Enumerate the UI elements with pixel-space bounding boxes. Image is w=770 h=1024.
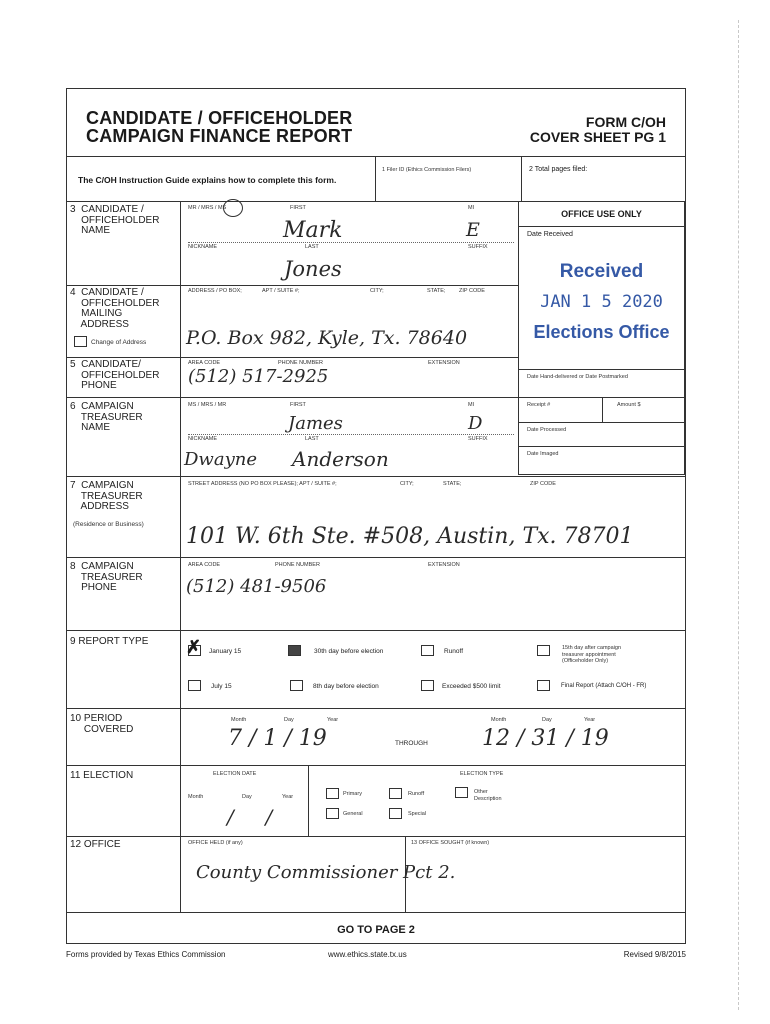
january-15-label: January 15 — [209, 648, 242, 655]
month-label: Month — [231, 717, 247, 723]
office-held-label: OFFICE HELD (if any) — [188, 840, 243, 846]
general-checkbox[interactable] — [326, 808, 339, 819]
election-section-label: 11 ELECTION — [70, 770, 134, 781]
day-label: Day — [284, 717, 294, 723]
date-imaged-label: Date Imaged — [527, 451, 559, 457]
rule — [308, 765, 309, 836]
rule — [66, 557, 686, 558]
label-column-rule — [180, 201, 181, 912]
30th-day-checkbox-scribbled[interactable] — [288, 645, 301, 656]
mailing-address-section-label: 4 CANDIDATE / OFFICEHOLDER MAILING ADDRESS — [70, 287, 160, 330]
amount-label: Amount $ — [617, 402, 641, 408]
through-label: THROUGH — [395, 740, 428, 747]
candidate-phone: (512) 517-2925 — [188, 366, 329, 387]
treasurer-name-section-label: 6 CAMPAIGN TREASURER NAME — [70, 401, 143, 433]
city-label: CITY; — [400, 481, 414, 487]
receipt-label: Receipt # — [527, 402, 551, 408]
rule — [66, 708, 686, 709]
go-to-page-2: GO TO PAGE 2 — [337, 924, 415, 936]
exceeded-limit-label: Exceeded $500 limit — [442, 683, 501, 690]
suffix-label: SUFFIX — [468, 436, 488, 442]
residence-or-business-label: (Residence or Business) — [73, 521, 144, 528]
rule — [66, 476, 686, 477]
rule — [518, 226, 685, 227]
dotted-line — [188, 434, 514, 435]
day-label: Day — [542, 717, 552, 723]
year-label: Year — [282, 794, 294, 800]
8th-day-checkbox[interactable] — [290, 680, 303, 691]
rule — [375, 156, 376, 201]
final-report-label: Final Report (Attach C/OH - FR) — [561, 683, 647, 689]
date-processed-label: Date Processed — [527, 427, 567, 433]
july-15-checkbox[interactable] — [188, 680, 201, 691]
candidate-middle-initial: E — [466, 219, 480, 241]
period-covered-section-label: 10 PERIOD COVERED — [70, 713, 134, 735]
rule — [66, 357, 518, 358]
candidate-mailing-address: P.O. Box 982, Kyle, Tx. 78640 — [186, 327, 468, 349]
salutation-label: MS / MRS / MR — [188, 402, 227, 408]
zip-label: ZIP CODE — [530, 481, 556, 487]
treasurer-address-section-label: 7 CAMPAIGN TREASURER ADDRESS — [70, 480, 143, 512]
rule — [518, 422, 685, 423]
30th-day-label: 30th day before election — [314, 648, 384, 655]
form-title-line1: CANDIDATE / OFFICEHOLDER — [86, 108, 353, 128]
treasurer-address: 101 W. 6th Ste. #508, Austin, Tx. 78701 — [186, 524, 634, 549]
footer-website: www.ethics.state.tx.us — [328, 950, 407, 959]
rule — [518, 446, 685, 447]
salutation-label: MR / MRS / MS — [188, 205, 227, 211]
candidate-phone-section-label: 5 CANDIDATE/ OFFICEHOLDER PHONE — [70, 359, 160, 391]
elections-office-stamp: Elections Office — [533, 322, 670, 342]
received-stamp: Received — [559, 261, 644, 282]
total-pages-label: 2 Total pages filed: — [529, 166, 588, 173]
15th-day-checkbox[interactable] — [537, 645, 550, 656]
candidate-first-name: Mark — [283, 218, 343, 243]
city-label: CITY; — [370, 288, 384, 294]
primary-label: Primary — [343, 791, 362, 797]
office-section-label: 12 OFFICE — [70, 839, 121, 850]
rule — [66, 912, 686, 913]
state-label: STATE; — [427, 288, 446, 294]
footer-provider: Forms provided by Texas Ethics Commission — [66, 950, 226, 959]
runoff-checkbox[interactable] — [421, 645, 434, 656]
period-from-date: 7 / 1 / 19 — [228, 726, 327, 751]
day-label: Day — [242, 794, 252, 800]
treasurer-nickname: Dwayne — [184, 449, 257, 470]
date-hand-delivered-label: Date Hand-delivered or Date Postmarked — [527, 374, 628, 380]
final-report-checkbox[interactable] — [537, 680, 550, 691]
change-of-address-checkbox[interactable] — [74, 336, 87, 347]
filer-id-label: 1 Filer ID (Ethics Commission Filers) — [382, 167, 472, 173]
form-page: COVER SHEET PG 1 — [529, 129, 666, 145]
rule — [66, 285, 518, 286]
election-date-label: ELECTION DATE — [213, 771, 257, 777]
year-label: Year — [327, 717, 339, 723]
dotted-line — [188, 242, 514, 243]
nickname-label: NICKNAME — [188, 244, 218, 250]
exceeded-limit-checkbox[interactable] — [421, 680, 434, 691]
treasurer-first-name: James — [288, 413, 343, 434]
address-label: ADDRESS / PO BOX; — [188, 288, 242, 294]
scan-edge — [738, 20, 739, 1010]
treasurer-phone-section-label: 8 CAMPAIGN TREASURER PHONE — [70, 561, 143, 593]
instructions-text: The C/OH Instruction Guide explains how to complete this form. — [78, 175, 337, 185]
period-to-date: 12 / 31 / 19 — [482, 726, 609, 751]
candidate-last-name: Jones — [284, 257, 342, 281]
area-code-label: AREA CODE — [188, 562, 221, 568]
primary-checkbox[interactable] — [326, 788, 339, 799]
suffix-label: SUFFIX — [468, 244, 488, 250]
last-label: LAST — [305, 244, 319, 250]
phone-number-label: PHONE NUMBER — [275, 562, 320, 568]
first-label: FIRST — [290, 402, 306, 408]
extension-label: EXTENSION — [428, 562, 460, 568]
first-label: FIRST — [290, 205, 306, 211]
8th-day-label: 8th day before election — [313, 683, 379, 690]
office-use-title: OFFICE USE ONLY — [561, 209, 642, 219]
form-title-line2: CAMPAIGN FINANCE REPORT — [86, 126, 353, 146]
report-type-section-label: 9 REPORT TYPE — [70, 636, 149, 647]
treasurer-phone: (512) 481-9506 — [186, 576, 327, 597]
checkmark-icon: ✗ — [186, 637, 202, 657]
form-id: FORM C/OH — [585, 114, 666, 130]
mi-label: MI — [468, 402, 475, 408]
last-label: LAST — [305, 436, 319, 442]
mi-label: MI — [468, 205, 475, 211]
rule — [66, 836, 686, 837]
street-address-label: STREET ADDRESS (NO PO BOX PLEASE); APT / SUITE #; — [188, 481, 337, 487]
area-code-label: AREA CODE — [188, 360, 221, 366]
rule — [66, 630, 686, 631]
change-of-address-label: Change of Address — [91, 339, 147, 346]
rule — [521, 156, 522, 201]
rule — [518, 369, 685, 370]
election-date-value: / / — [227, 805, 273, 829]
treasurer-last-name: Anderson — [292, 447, 389, 471]
extension-label: EXTENSION — [428, 360, 460, 366]
other-election-label: Other Description — [474, 789, 502, 802]
candidate-name-section-label: 3 CANDIDATE / OFFICEHOLDER NAME — [70, 204, 160, 236]
rule — [66, 156, 686, 157]
runoff-label: Runoff — [444, 648, 464, 655]
runoff-election-label: Runoff — [408, 791, 425, 797]
rule — [66, 765, 686, 766]
rule — [602, 397, 603, 422]
general-label: General — [343, 811, 363, 817]
special-label: Special — [408, 811, 427, 817]
other-election-checkbox[interactable] — [455, 787, 468, 798]
runoff-election-checkbox[interactable] — [389, 788, 402, 799]
phone-number-label: PHONE NUMBER — [278, 360, 323, 366]
july-15-label: July 15 — [211, 683, 232, 690]
nickname-label: NICKNAME — [188, 436, 218, 442]
date-received-label: Date Received — [527, 231, 573, 238]
15th-day-label: 15th day after campaign treasurer appointment (Officeholder Only) — [562, 645, 622, 664]
footer-revised: Revised 9/8/2015 — [623, 950, 686, 959]
state-label: STATE; — [443, 481, 462, 487]
office-sought-label: 13 OFFICE SOUGHT (if known) — [411, 840, 490, 846]
office-held-value: County Commissioner Pct 2. — [196, 862, 456, 883]
election-type-label: ELECTION TYPE — [460, 771, 504, 777]
zip-label: ZIP CODE — [459, 288, 485, 294]
special-checkbox[interactable] — [389, 808, 402, 819]
apt-label: APT / SUITE #; — [262, 288, 300, 294]
treasurer-middle-initial: D — [468, 413, 483, 434]
month-label: Month — [491, 717, 507, 723]
year-label: Year — [584, 717, 596, 723]
month-label: Month — [188, 794, 204, 800]
salutation-circle — [223, 199, 243, 217]
received-date-stamp: JAN 1 5 2020 — [540, 292, 663, 312]
